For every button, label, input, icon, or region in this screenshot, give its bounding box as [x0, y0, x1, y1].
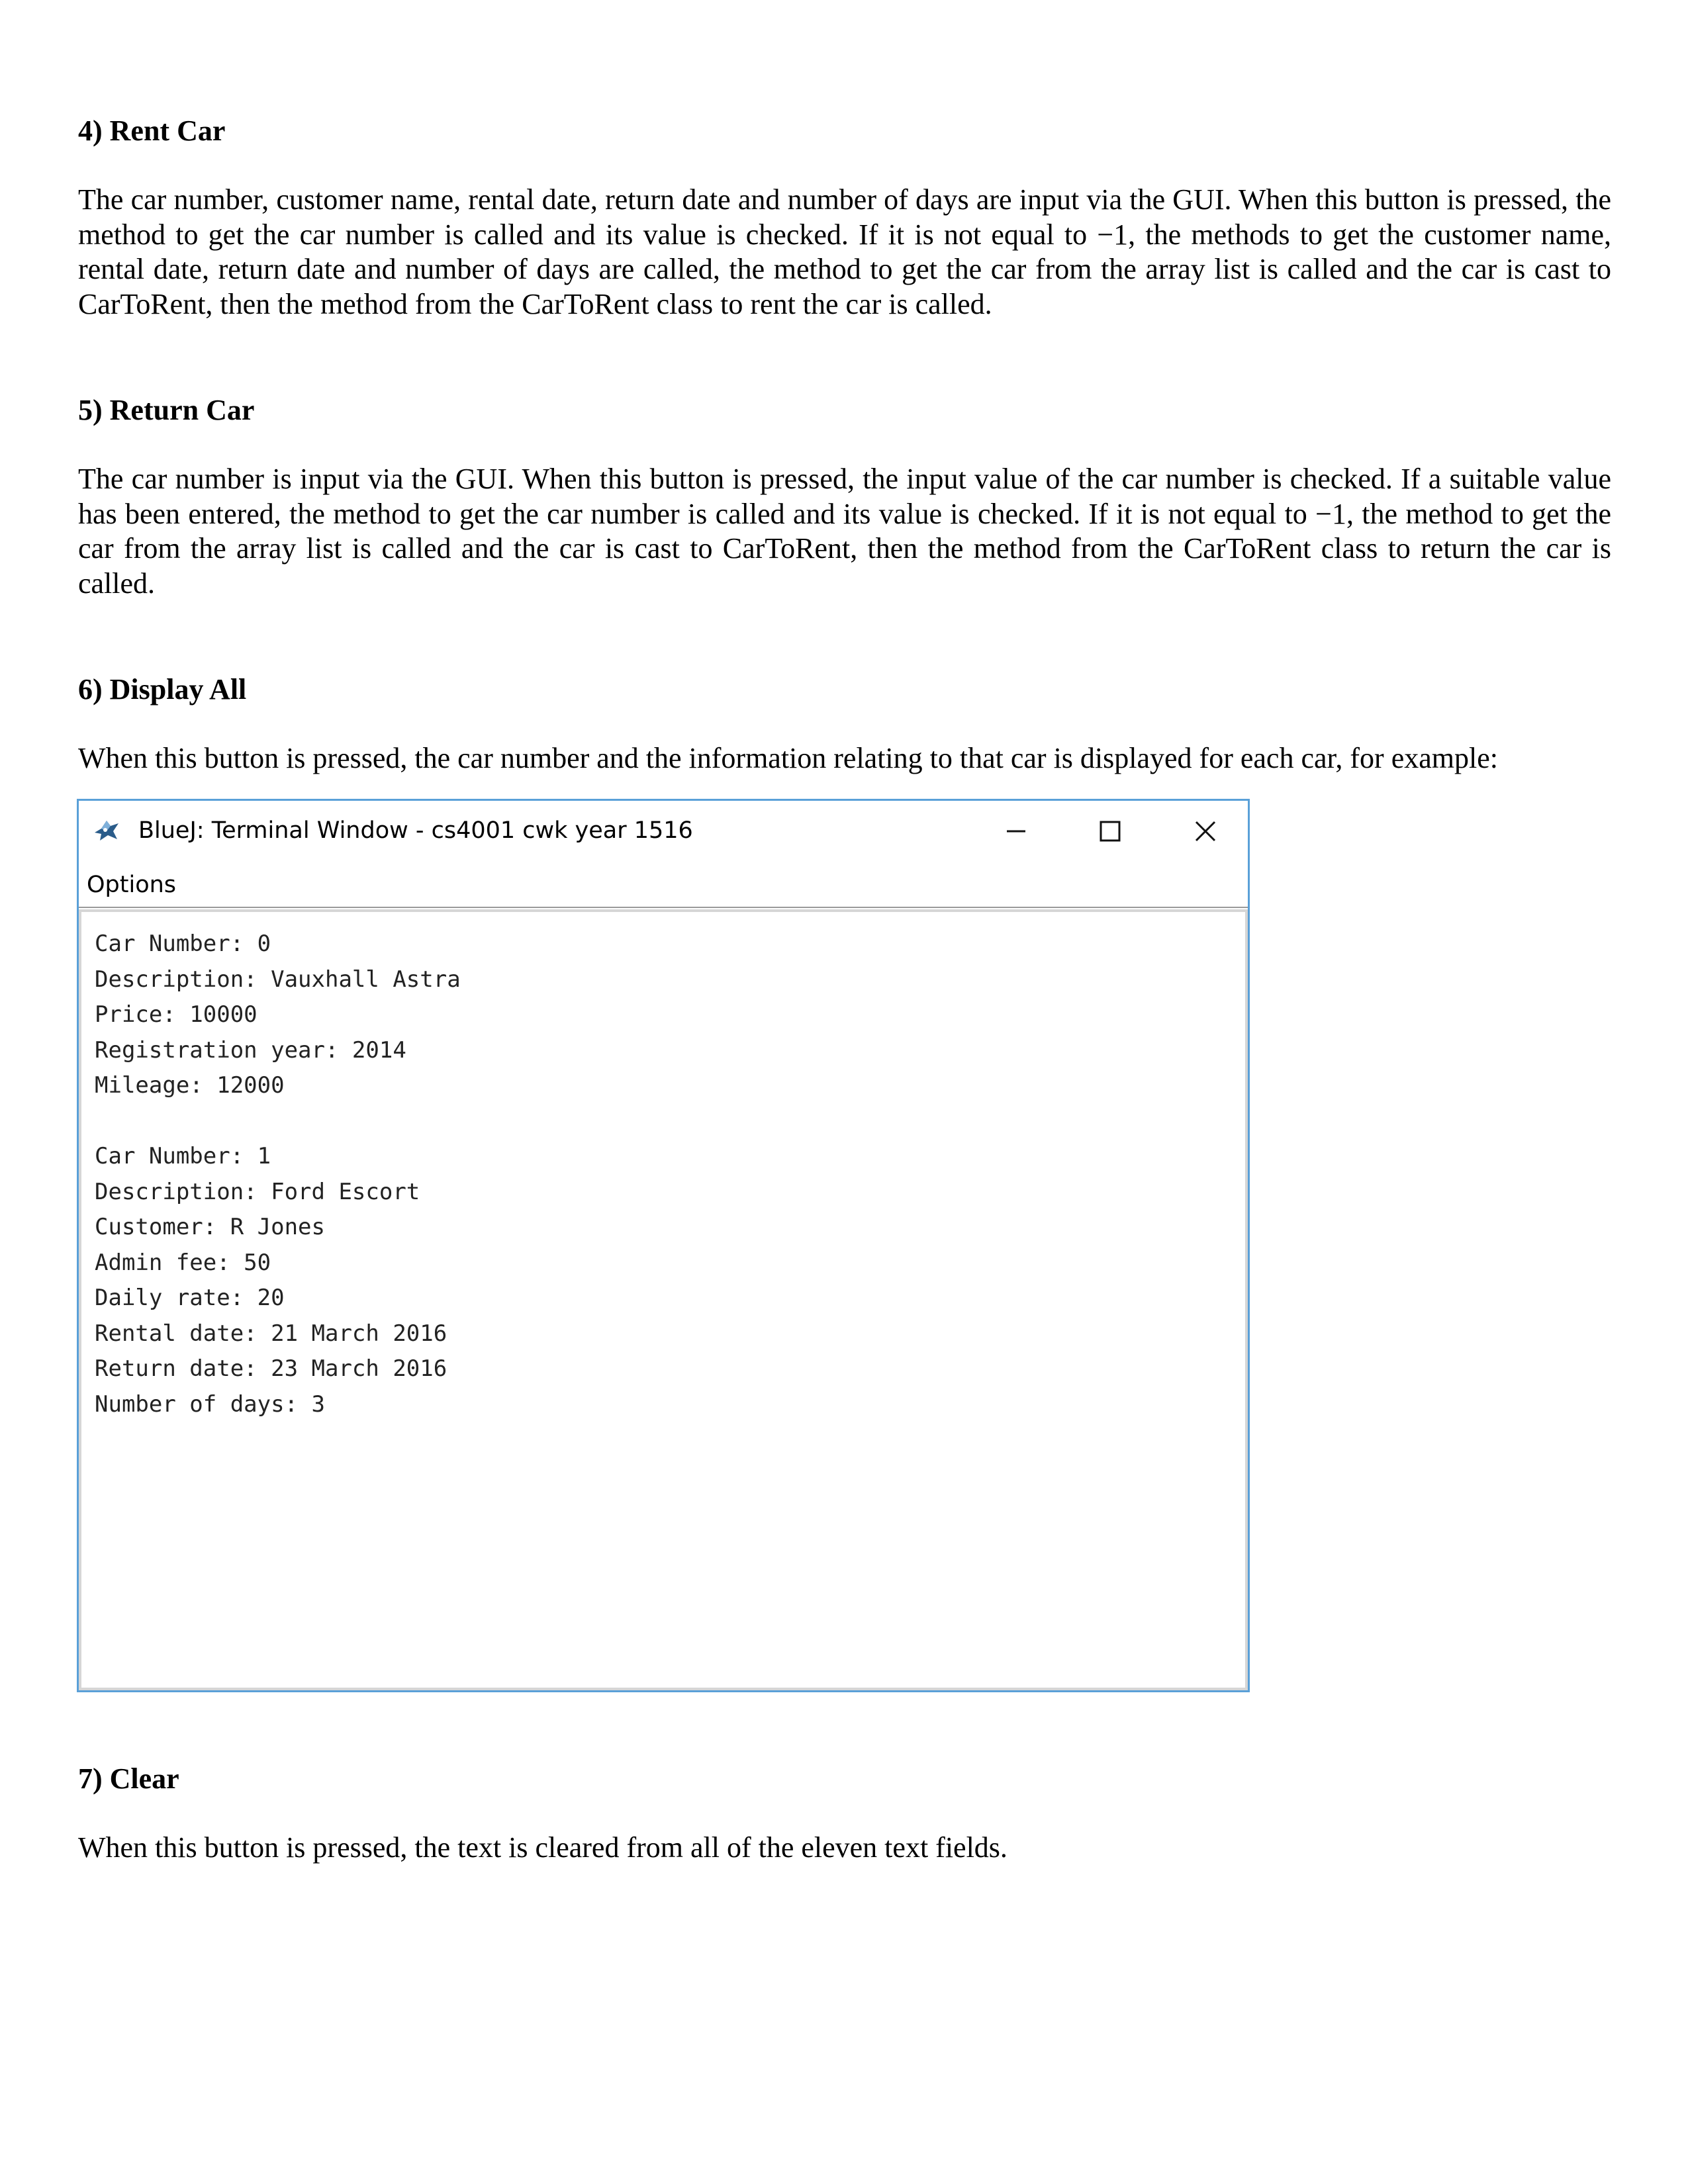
terminal-line: Car Number: 0: [95, 931, 271, 957]
paragraph-rent-car: The car number, customer name, rental date, return date and number of days are input via the GUI. When this button is pressed, the method to get the car number is called and its value is checked. If it is not equal to −1, the methods to get the customer name, rental date, return date and number of days are called, the method to get the car from the array list is called and the car is cast to CarToRent, then the method from the CarToRent class to rent the car is called.: [78, 183, 1611, 320]
terminal-line: Customer: R Jones: [95, 1214, 325, 1240]
terminal-line: Registration year: 2014: [95, 1036, 406, 1064]
close-button[interactable]: [1186, 813, 1225, 850]
terminal-line: Price: 10000: [95, 1001, 258, 1028]
minimize-icon: [996, 813, 1036, 850]
terminal-line: Mileage: 12000: [95, 1072, 285, 1099]
minimize-button[interactable]: [996, 813, 1036, 850]
terminal-window: [77, 799, 1250, 1692]
terminal-line: [95, 1104, 461, 1140]
terminal-menubar: [79, 862, 1248, 908]
maximize-button[interactable]: [1090, 813, 1129, 850]
heading-display-all: 6) Display All: [78, 673, 247, 705]
terminal-titlebar[interactable]: [79, 801, 1248, 862]
terminal-line: Car Number: 1: [95, 1143, 271, 1169]
maximize-icon: [1090, 813, 1129, 850]
terminal-title: BlueJ: Terminal Window - cs4001 cwk year 1516: [138, 817, 693, 844]
terminal-line: Rental date: 21 March 2016: [95, 1320, 447, 1347]
terminal-line: Description: Ford Escort: [95, 1178, 420, 1205]
terminal-output-text: [95, 927, 461, 1422]
terminal-line: Return date: 23 March 2016: [95, 1355, 447, 1382]
menubar-divider: [79, 907, 1248, 908]
paragraph-return-car: The car number is input via the GUI. When this button is pressed, the input value of the car number is checked. If a suitable value has been entered, the method to get the car number is called and its value is checked. If it is not equal to −1, the method to get the car from the array list is called and the car is cast to CarToRent, then the method from the CarToRent class to return the car is called.: [78, 463, 1611, 600]
heading-clear: 7) Clear: [78, 1762, 179, 1795]
terminal-line: Admin fee: 50: [95, 1249, 271, 1276]
terminal-line: Description: Vauxhall Astra: [95, 966, 461, 993]
terminal-line: Daily rate: 20: [95, 1285, 285, 1311]
heading-rent-car: 4) Rent Car: [78, 114, 226, 147]
paragraph-clear: When this button is pressed, the text is cleared from all of the eleven text fields.: [78, 1831, 1008, 1864]
terminal-line: Number of days: 3: [95, 1390, 325, 1418]
paragraph-display-all: When this button is pressed, the car number and the information relating to that car is displayed for each car, for example:: [78, 742, 1498, 774]
bluej-app-icon: [92, 815, 121, 844]
terminal-output-area[interactable]: [79, 909, 1248, 1690]
menu-options[interactable]: Options: [87, 872, 177, 898]
close-icon: [1186, 813, 1225, 850]
heading-return-car: 5) Return Car: [78, 394, 255, 426]
